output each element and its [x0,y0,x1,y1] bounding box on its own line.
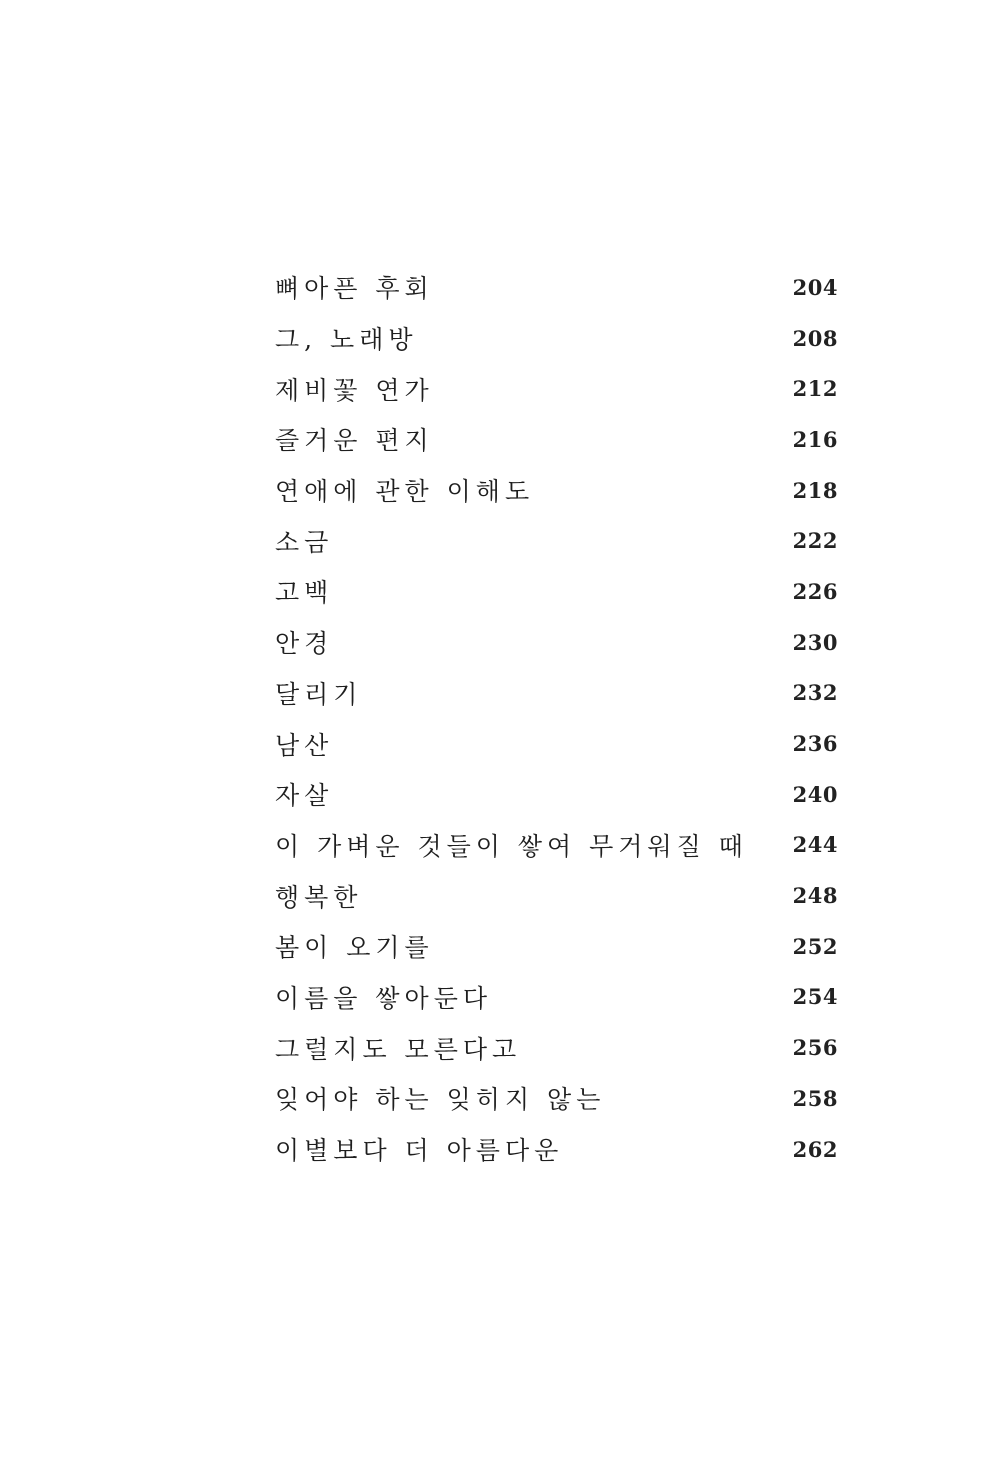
toc-entry-title: 잊어야 하는 잊히지 않는 [275,1085,606,1115]
toc-entry-page: 212 [792,376,838,402]
toc-entry [275,414,838,465]
toc-entry-page: 216 [792,426,838,452]
toc-entry-page: 204 [792,274,838,300]
toc-entry-page: 226 [792,578,838,604]
toc-entry [275,566,838,617]
toc-entry-title: 즐거운 편지 [275,426,434,456]
toc-entry-title: 연애에 관한 이해도 [275,477,535,507]
toc-entry [275,668,838,719]
toc-entry-page: 256 [792,1035,838,1061]
toc-entry-title: 남산 [275,730,334,760]
toc-entry-page: 244 [792,832,838,858]
toc-entry [275,1124,838,1175]
toc-entry [275,313,838,364]
toc-entry-page: 222 [792,528,838,554]
toc-entry-page: 248 [792,883,838,909]
toc-entry-page: 254 [792,984,838,1010]
toc-entry [275,820,838,871]
toc-entry-title: 이 가벼운 것들이 쌓여 무거워질 때 [275,831,748,861]
table-of-contents [275,262,838,1174]
toc-entry-title: 안경 [275,629,334,659]
toc-entry [275,363,838,414]
toc-entry [275,1073,838,1124]
toc-entry [275,921,838,972]
toc-entry-title: 달리기 [275,679,363,709]
toc-entry-page: 232 [792,680,838,706]
toc-entry-title: 그, 노래방 [275,325,418,355]
toc-entry-page: 218 [792,477,838,503]
toc-entry-title: 이별보다 더 아름다운 [275,1136,564,1166]
toc-entry [275,870,838,921]
toc-entry-title: 뼈아픈 후회 [275,274,434,304]
toc-entry-page: 252 [792,933,838,959]
toc-entry-page: 236 [792,731,838,757]
toc-entry-page: 240 [792,781,838,807]
toc-entry [275,617,838,668]
toc-entry-page: 262 [792,1136,838,1162]
toc-entry-page: 258 [792,1085,838,1111]
toc-entry-page: 230 [792,629,838,655]
toc-entry [275,465,838,516]
toc-entry [275,769,838,820]
toc-entry [275,515,838,566]
toc-entry-title: 행복한 [275,882,363,912]
toc-entry-title: 고백 [275,578,334,608]
toc-entry-title: 제비꽃 연가 [275,375,434,405]
toc-entry-title: 이름을 쌓아둔다 [275,983,492,1013]
toc-entry [275,1022,838,1073]
toc-entry [275,972,838,1023]
toc-entry-title: 소금 [275,527,334,557]
toc-entry [275,262,838,313]
toc-entry-title: 그럴지도 모른다고 [275,1034,522,1064]
toc-entry-page: 208 [792,325,838,351]
toc-entry-title: 자살 [275,781,334,811]
toc-entry [275,718,838,769]
toc-entry-title: 봄이 오기를 [275,933,434,963]
